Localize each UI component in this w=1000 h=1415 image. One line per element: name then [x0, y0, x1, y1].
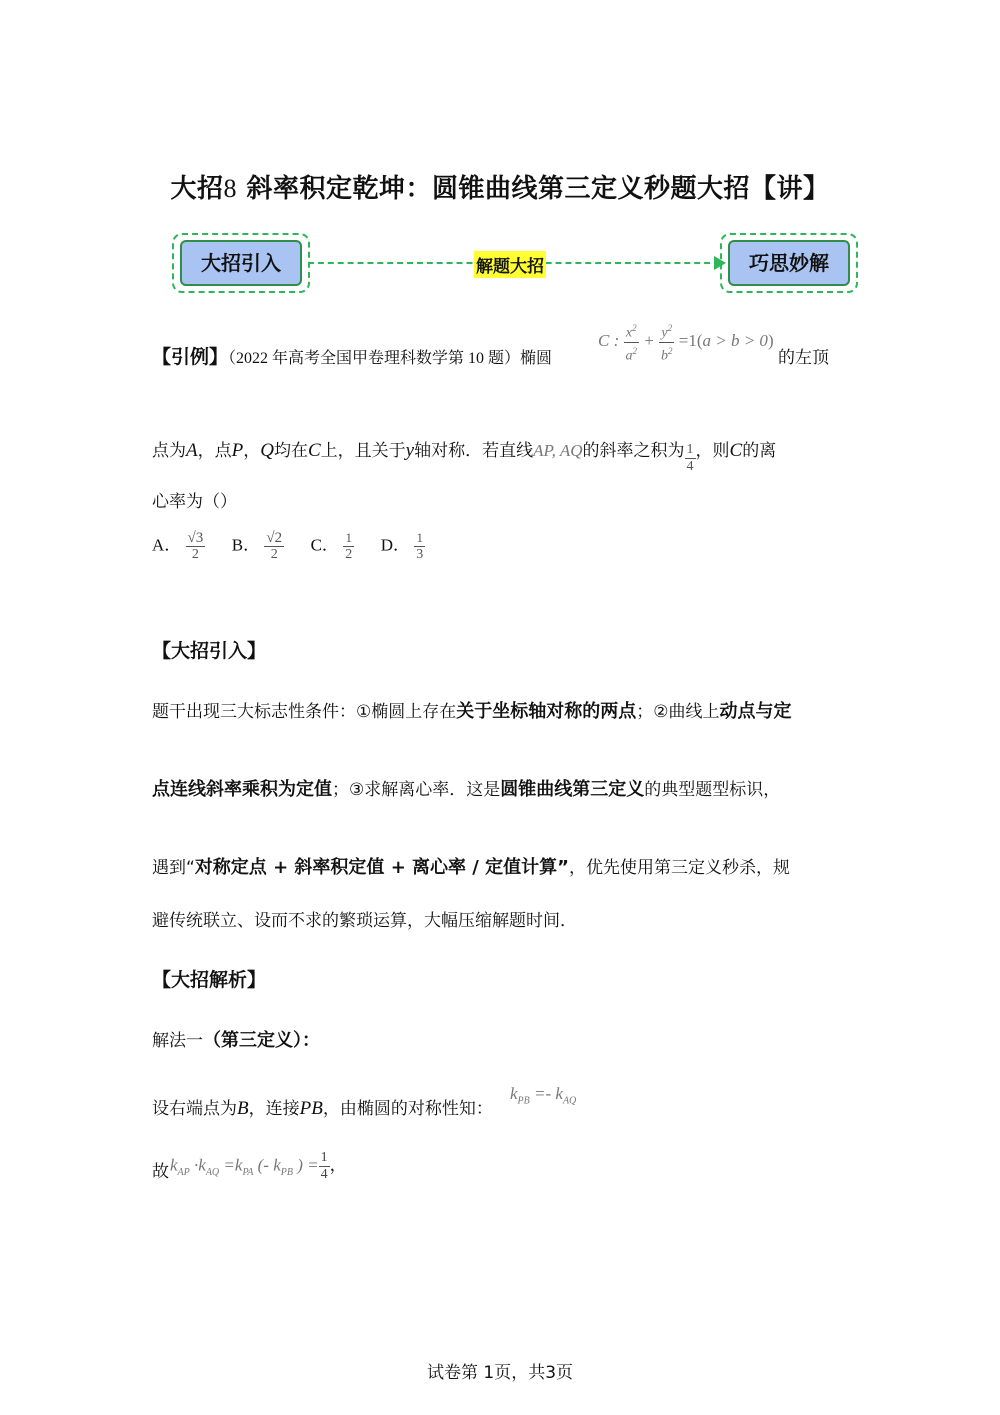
intro-line-4: 避传统联立、设而不求的繁琐运算，大幅压缩解题时间．	[152, 911, 577, 931]
title-text-rest: 斜率积定乾坤：圆锥曲线第三定义秒题大招【讲】	[236, 174, 830, 204]
intro-line-3: 遇到“对称定点 + 斜率积定值 + 离心率 / 定值计算”，优先使用第三定义秒杀，规	[152, 857, 790, 878]
equation-2: $k_{AP} \cdot k_{AQ} =k_{PA}$ (- $k_{PB}$ ) = $\frac{1}{4}$ ，	[170, 1150, 347, 1182]
options-row	[152, 530, 425, 563]
flow-box-left: 大招引入	[180, 240, 302, 286]
option-d: D． $\frac{1}{3}$	[380, 530, 424, 562]
equation-1: $k_{PB} =- k_{AQ}$	[510, 1084, 577, 1107]
intro-heading: 【大招引入】	[152, 640, 267, 662]
example-line-2: 点为A，点P，Q均在C上，且关于y轴对称．若直线AP, AQ的斜率之积为 $\frac{1}{4}$ ，则C的离	[152, 440, 777, 474]
page-footer: 试卷第 1页，共3页	[426, 1363, 574, 1383]
title-number: 8	[223, 174, 237, 203]
option-a: A． $\frac{√3}{2}$	[152, 530, 204, 562]
example-after-ellipse: 的左顶	[778, 348, 829, 368]
analysis-line-2: 故	[152, 1162, 169, 1182]
eq-frac-y: $\frac{y^2}{b^2}$	[659, 320, 675, 364]
intro-line-1: 题干出现三大标志性条件：①椭圆上存在关于坐标轴对称的两点；②曲线上动点与定	[152, 701, 792, 722]
title-text: 大招	[170, 174, 224, 204]
analysis-line-1: 设右端点为B，连接PB，由椭圆的对称性知：	[152, 1098, 493, 1119]
option-b: B． $\frac{√2}{2}$	[231, 530, 283, 562]
example-line-3: 心率为（）	[152, 492, 237, 512]
flow-box-right: 巧思妙解	[728, 240, 850, 286]
option-c: C． $\frac{1}{2}$	[310, 530, 353, 562]
flow-label-middle: 解题大招	[474, 251, 546, 278]
intro-line-2: 点连线斜率乘积为定值；③求解离心率．这是圆锥曲线第三定义的典型题型标识，	[152, 779, 781, 800]
example-source: （2022 年高考全国甲卷理科数学第 10 题）椭圆	[228, 350, 553, 367]
eq-frac-x: $\frac{x^2}{a^2}$	[624, 320, 640, 364]
ellipse-equation: C : $\frac{x^2}{a^2}$ + $\frac{y^2}{b^2}$ =1(a > b > 0)	[598, 320, 774, 364]
eq-c: C :	[598, 331, 620, 351]
example-line-1	[152, 348, 552, 367]
method-title: 解法一（第三定义）：	[152, 1030, 320, 1051]
example-tag: 【引例】	[152, 346, 229, 368]
page-title	[0, 168, 1000, 205]
analysis-heading: 【大招解析】	[152, 969, 267, 991]
